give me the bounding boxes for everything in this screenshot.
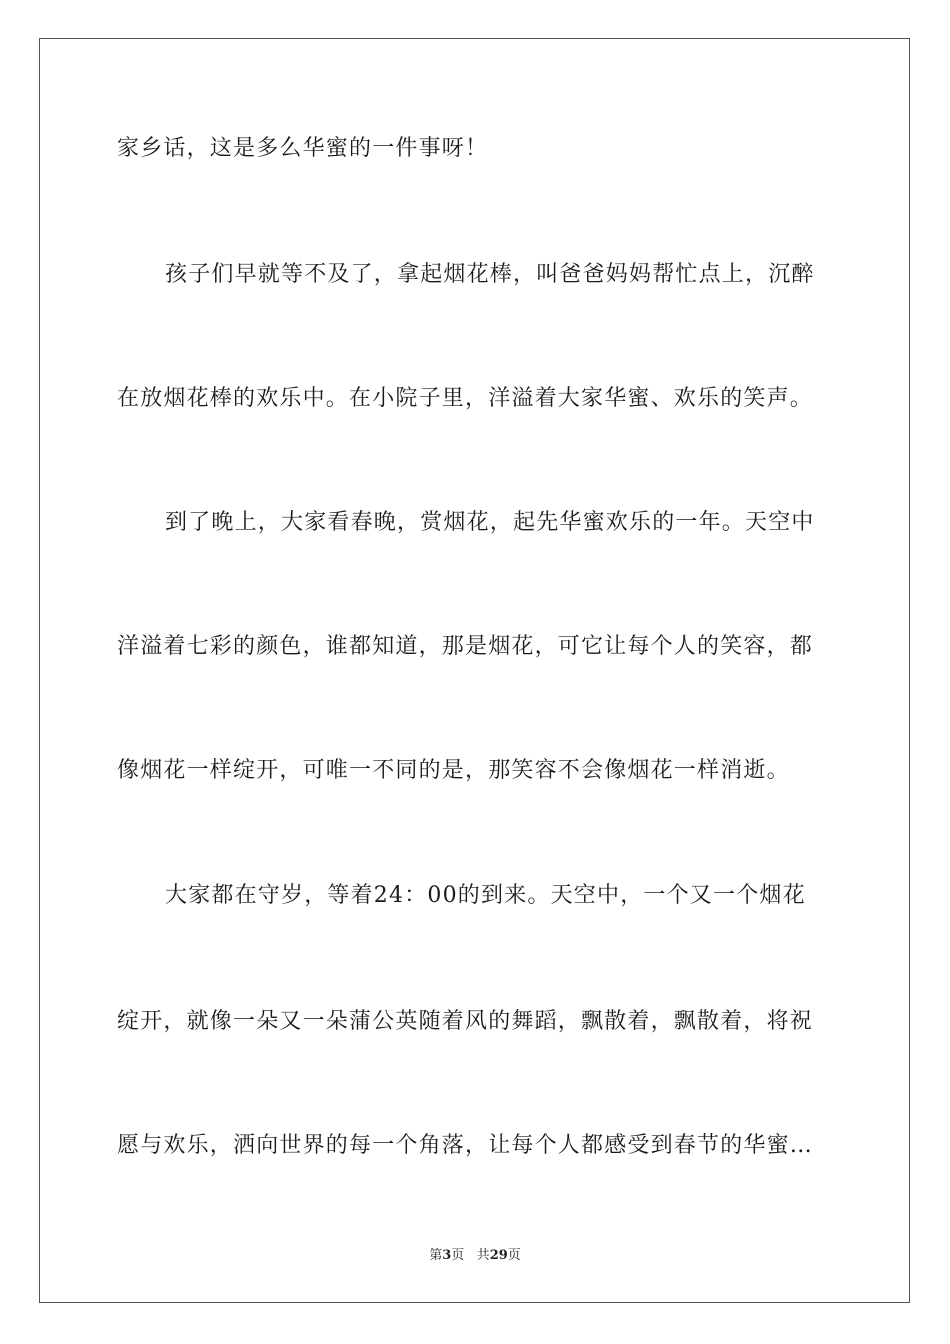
text-line-3: 在放烟花棒的欢乐中。在小院子里，洋溢着大家华蜜、欢乐的笑声。 xyxy=(117,386,814,411)
text-line-6: 像烟花一样绽开，可唯一不同的是，那笑容不会像烟花一样消逝。 xyxy=(117,758,790,783)
text-line-7: 大家都在守岁，等着24：00的到来。天空中，一个又一个烟花 xyxy=(165,883,806,908)
text-line-2: 孩子们早就等不及了，拿起烟花棒，叫爸爸妈妈帮忙点上，沉醉 xyxy=(165,262,815,287)
text-line-1: 家乡话，这是多么华蜜的一件事呀！ xyxy=(117,136,489,161)
page-suffix: 页 xyxy=(451,1248,465,1263)
page-number: 3 xyxy=(442,1248,452,1263)
text-line-8: 绽开，就像一朵又一朵蒲公英随着风的舞蹈，飘散着，飘散着，将祝 xyxy=(117,1009,814,1034)
total-suffix: 页 xyxy=(507,1248,521,1263)
page-footer xyxy=(0,1247,950,1265)
text-line-5: 洋溢着七彩的颜色，谁都知道，那是烟花，可它让每个人的笑容，都 xyxy=(117,634,814,659)
total-prefix: 共 xyxy=(476,1248,490,1263)
text-line-9: 愿与欢乐，洒向世界的每一个角落，让每个人都感受到春节的华蜜… xyxy=(117,1133,814,1158)
total-pages: 29 xyxy=(489,1248,508,1263)
page-prefix: 第 xyxy=(429,1248,443,1263)
text-line-4: 到了晚上，大家看春晚，赏烟花，起先华蜜欢乐的一年。天空中 xyxy=(165,510,815,535)
page-border xyxy=(39,38,910,1303)
